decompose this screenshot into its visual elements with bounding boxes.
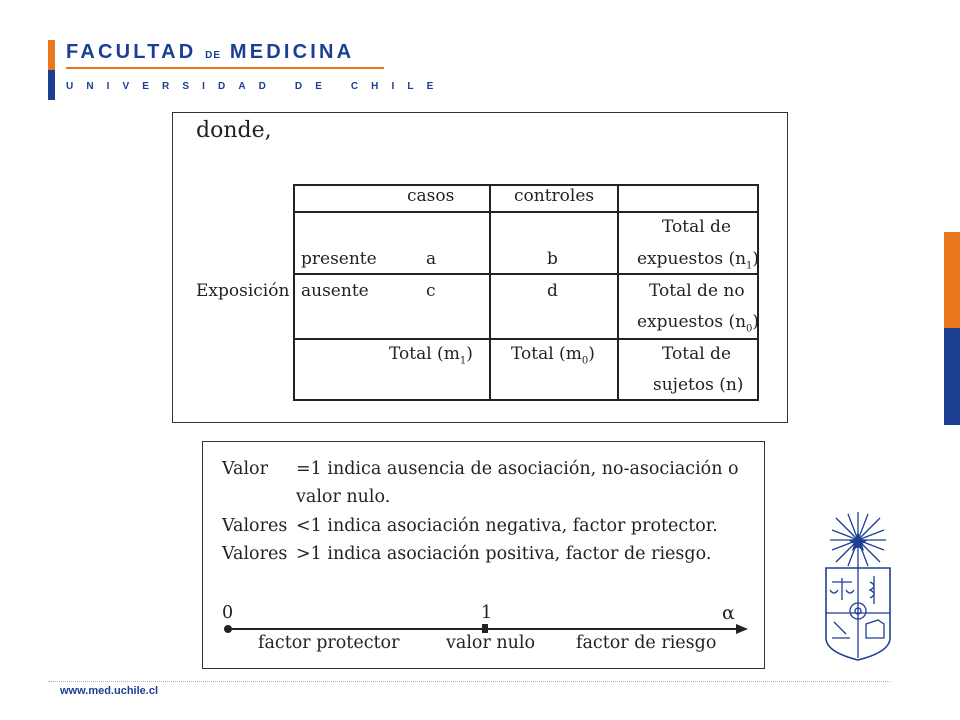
cell-c: c xyxy=(426,281,436,301)
side-accent-blue xyxy=(944,328,960,425)
table-line xyxy=(617,184,619,401)
row1-text-cont: valor nulo. xyxy=(296,487,391,507)
row-ausente: ausente xyxy=(301,281,369,301)
logo-bar-blue xyxy=(48,70,55,100)
cell-b: b xyxy=(547,249,558,269)
row2-text: <1 indica asociación negativa, factor protector. xyxy=(296,516,718,536)
label-factor-riesgo: factor de riesgo xyxy=(576,633,717,653)
logo-divider xyxy=(66,67,384,69)
row3-text: >1 indica asociación positiva, factor de riesgo. xyxy=(296,544,712,564)
faculty-de: DE xyxy=(205,50,222,61)
row2-label: Valores xyxy=(222,516,288,536)
footer-divider xyxy=(48,681,890,682)
total-sujetos-line2: sujetos (n) xyxy=(653,375,744,395)
faculty-word: FACULTAD xyxy=(66,41,197,63)
axis-one: 1 xyxy=(481,603,493,623)
total-no-expuestos-line1: Total de no xyxy=(649,281,745,301)
axis-arrow xyxy=(736,624,748,634)
total-m0: Total $(m_0)$ xyxy=(511,344,595,367)
university-name: UNIVERSIDAD DE CHILE xyxy=(66,81,447,92)
universidad-de-chile-crest-icon xyxy=(818,510,898,662)
total-expuestos-line2: expuestos $(n_1)$ xyxy=(637,249,760,272)
table-line xyxy=(294,399,759,401)
header-casos: casos xyxy=(407,186,455,206)
footer-url-link[interactable]: www.med.uchile.cl xyxy=(60,685,159,697)
row1-label: Valor xyxy=(222,459,268,479)
row3-label: Valores xyxy=(222,544,288,564)
logo-bar-orange xyxy=(48,40,55,70)
total-expuestos-line1: Total de xyxy=(662,217,732,237)
table-line xyxy=(757,184,759,401)
label-valor-nulo: valor nulo xyxy=(446,633,536,653)
axis-origin-dot xyxy=(224,625,232,633)
row-presente: presente xyxy=(301,249,377,269)
cell-a: a xyxy=(426,249,437,269)
axis-infinity: α xyxy=(722,602,735,624)
cell-d: d xyxy=(547,281,558,301)
total-sujetos-line1: Total de xyxy=(662,344,732,364)
faculty-logo-title xyxy=(66,40,354,68)
label-factor-protector: factor protector xyxy=(258,633,400,653)
table-line xyxy=(294,211,759,213)
total-m1: Total $(m_1)$ xyxy=(389,344,473,367)
table-line xyxy=(293,184,295,401)
axis-zero: 0 xyxy=(222,603,234,623)
total-no-expuestos-line2: expuestos $(n_0)$ xyxy=(637,312,760,335)
table-line xyxy=(489,184,491,401)
header-controles: controles xyxy=(514,186,595,206)
medicine-word: MEDICINA xyxy=(229,41,355,63)
side-accent-orange xyxy=(944,232,960,328)
intro-text: donde, xyxy=(196,118,272,143)
row-group-label: Exposición xyxy=(196,281,290,301)
row1-text: =1 indica ausencia de asociación, no-asociación o xyxy=(296,459,739,479)
